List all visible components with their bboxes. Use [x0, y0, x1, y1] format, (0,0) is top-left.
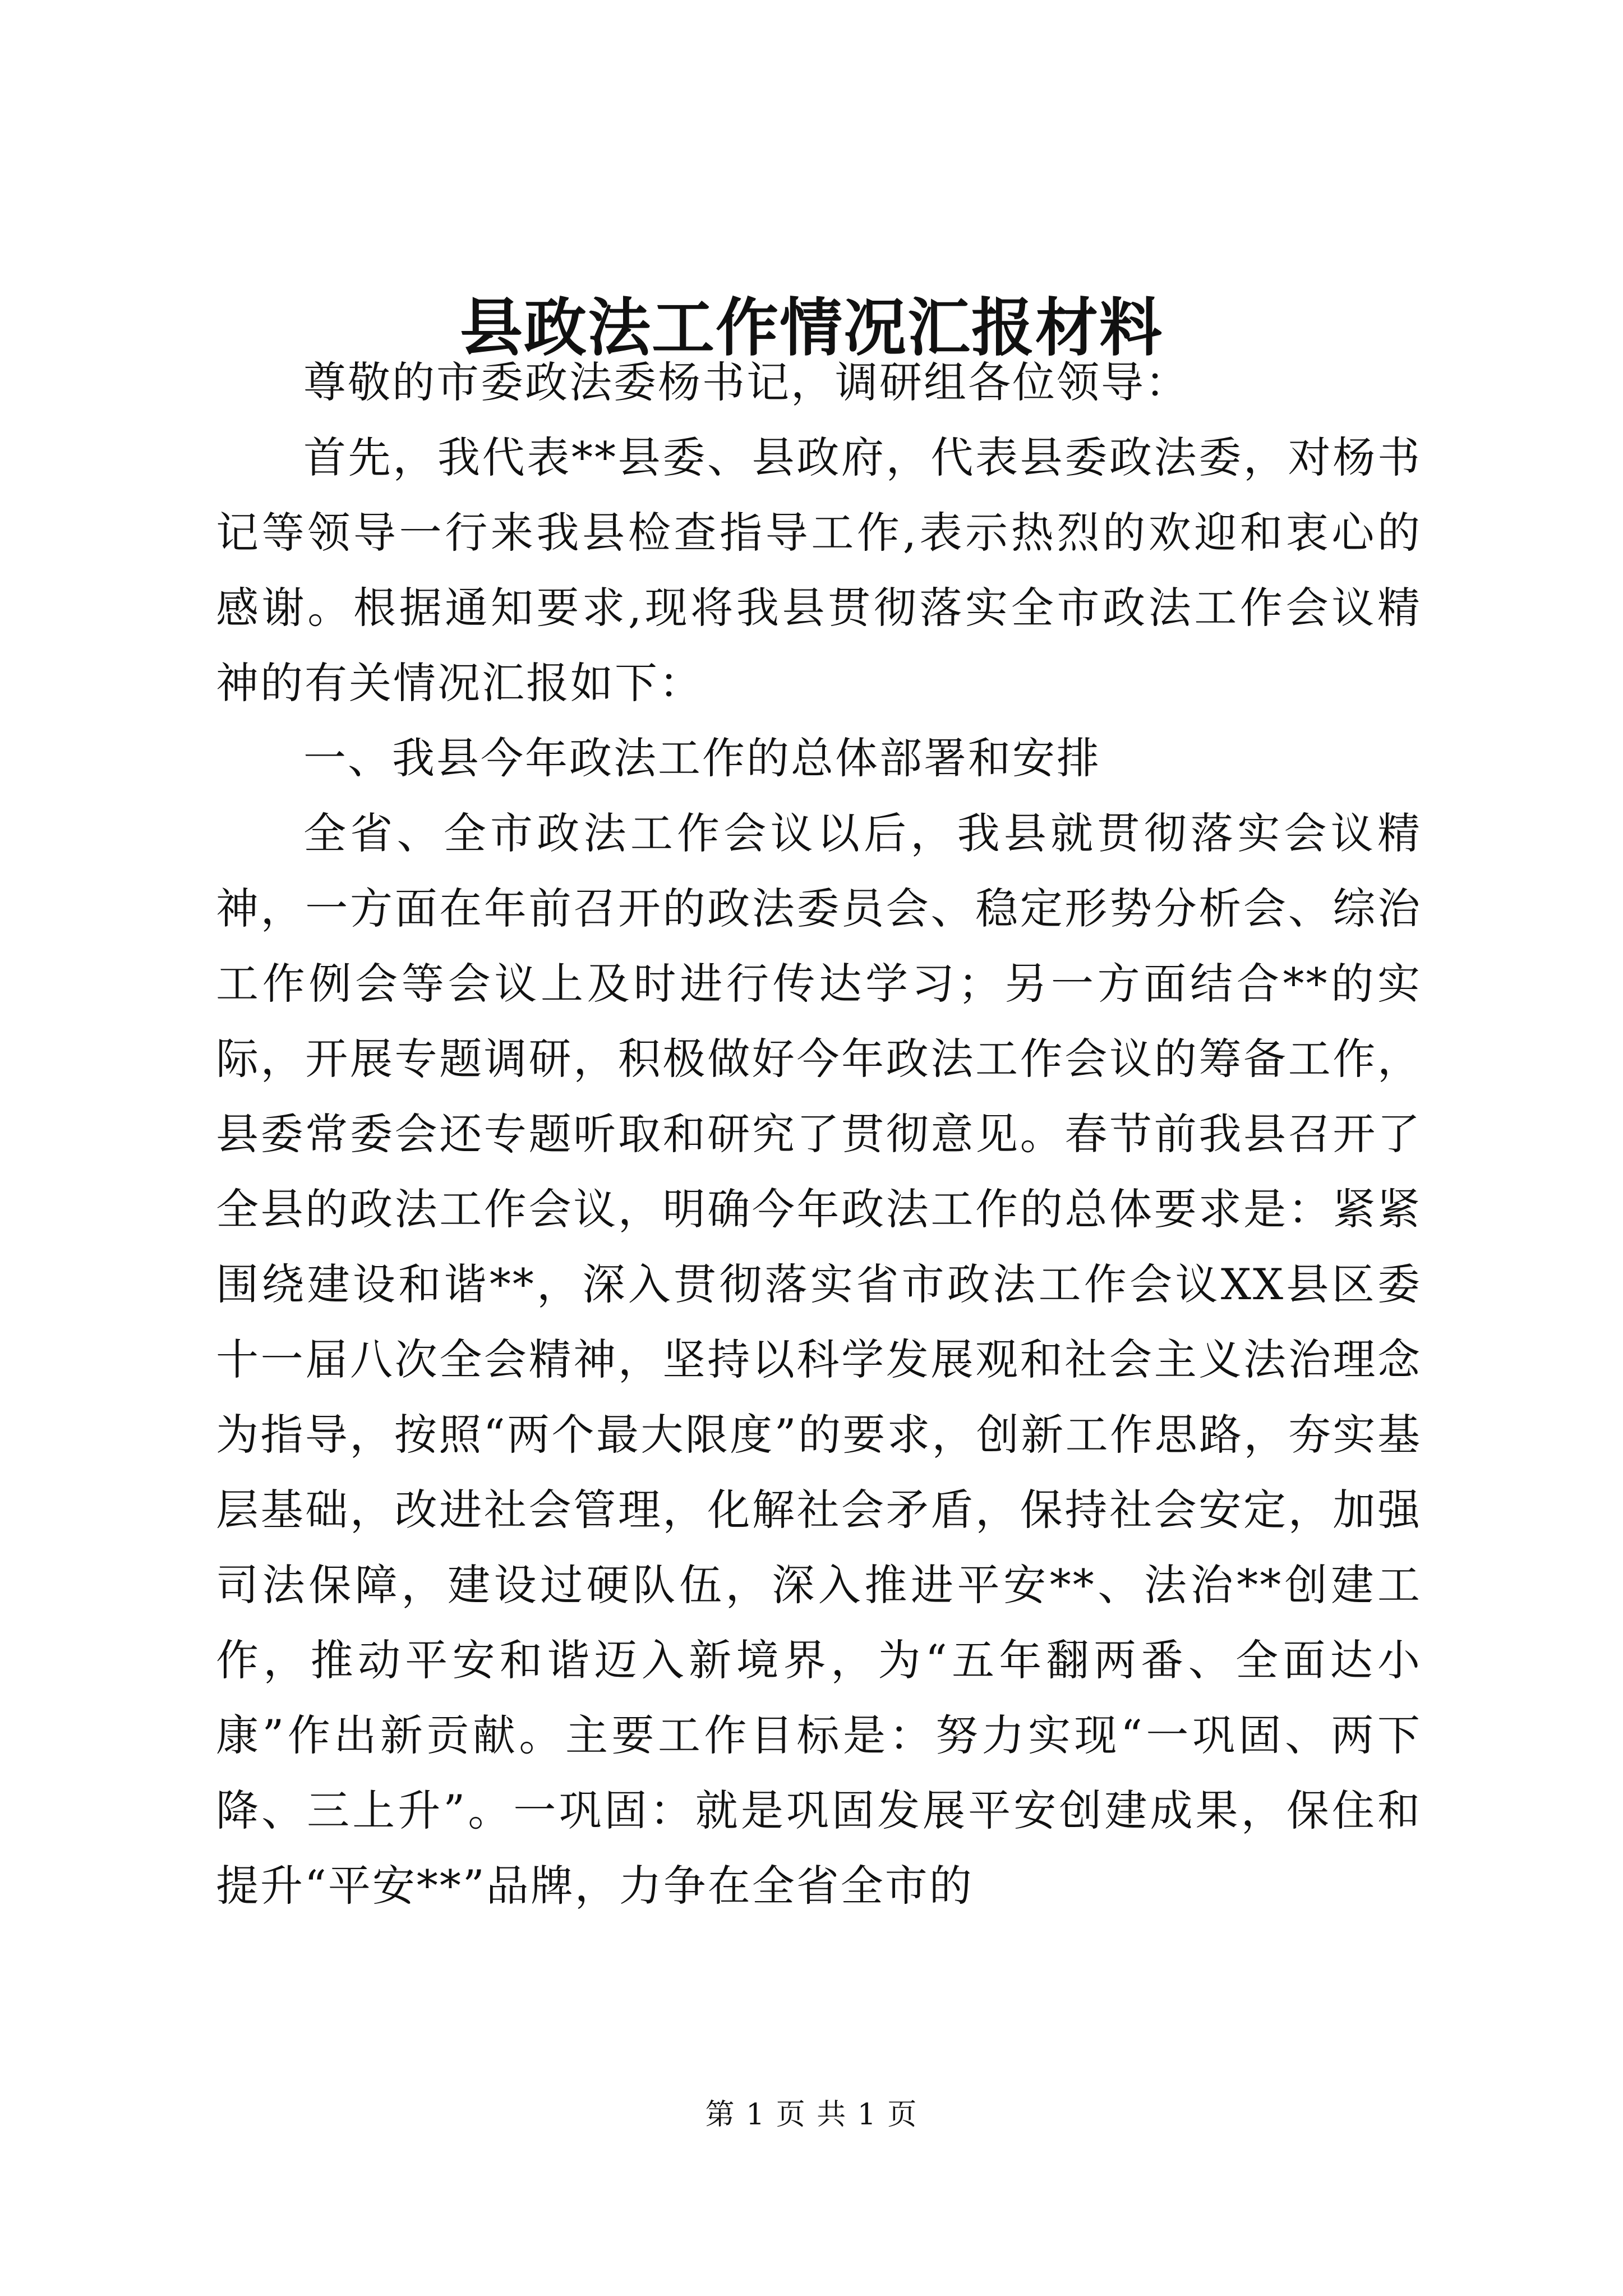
document-title: 县政法工作情况汇报材料: [460, 291, 1163, 365]
document-body: [216, 345, 1422, 1924]
intro-paragraph: 首先，我代表**县委、县政府，代表县委政法委，对杨书记等领导一行来我县检查指导工作,表示热烈的欢迎和衷心的感谢。根据通知要求,现将我县贯彻落实全市政法工作会议精神的有关情况汇报如下：: [216, 432, 1422, 708]
page-footer: 第 1 页 共 1 页: [705, 2098, 918, 2132]
section-heading: 一、我县今年政法工作的总体部署和安排: [303, 733, 1101, 783]
body-paragraph: 全省、全市政法工作会议以后，我县就贯彻落实会议精神，一方面在年前召开的政法委员会、稳定形势分析会、综治工作例会等会议上及时进行传达学习；另一方面结合**的实际，开展专题调研，积极做好今年政法工作会议的筹备工作，县委常委会还专题听取和研究了贯彻意见。春节前我县召开了全县的政法工作会议，明确今年政法工作的总体要求是：紧紧围绕建设和谐**，深入贯彻落实省市政法工作会议XX县区委十一届八次全会精神，坚持以科学发展观和社会主义法治理念为指导，按照“两个最大限度”的要求，创新工作思路，夯实基层基础，改进社会管理，化解社会矛盾，保持社会安定，加强司法保障，建设过硬队伍，深入推进平安**、法治**创建工作，推动平安和谐迈入新境界，为“五年翻两番、全面达小康”作出新贡献。主要工作目标是：努力实现“一巩固、两下降、三上升”。一巩固：就是巩固发展平安创建成果，保住和提升“平安**”品牌，力争在全省全市的: [216, 808, 1422, 1911]
salutation-paragraph: 尊敬的市委政法委杨书记，调研组各位领导：: [303, 357, 1189, 407]
